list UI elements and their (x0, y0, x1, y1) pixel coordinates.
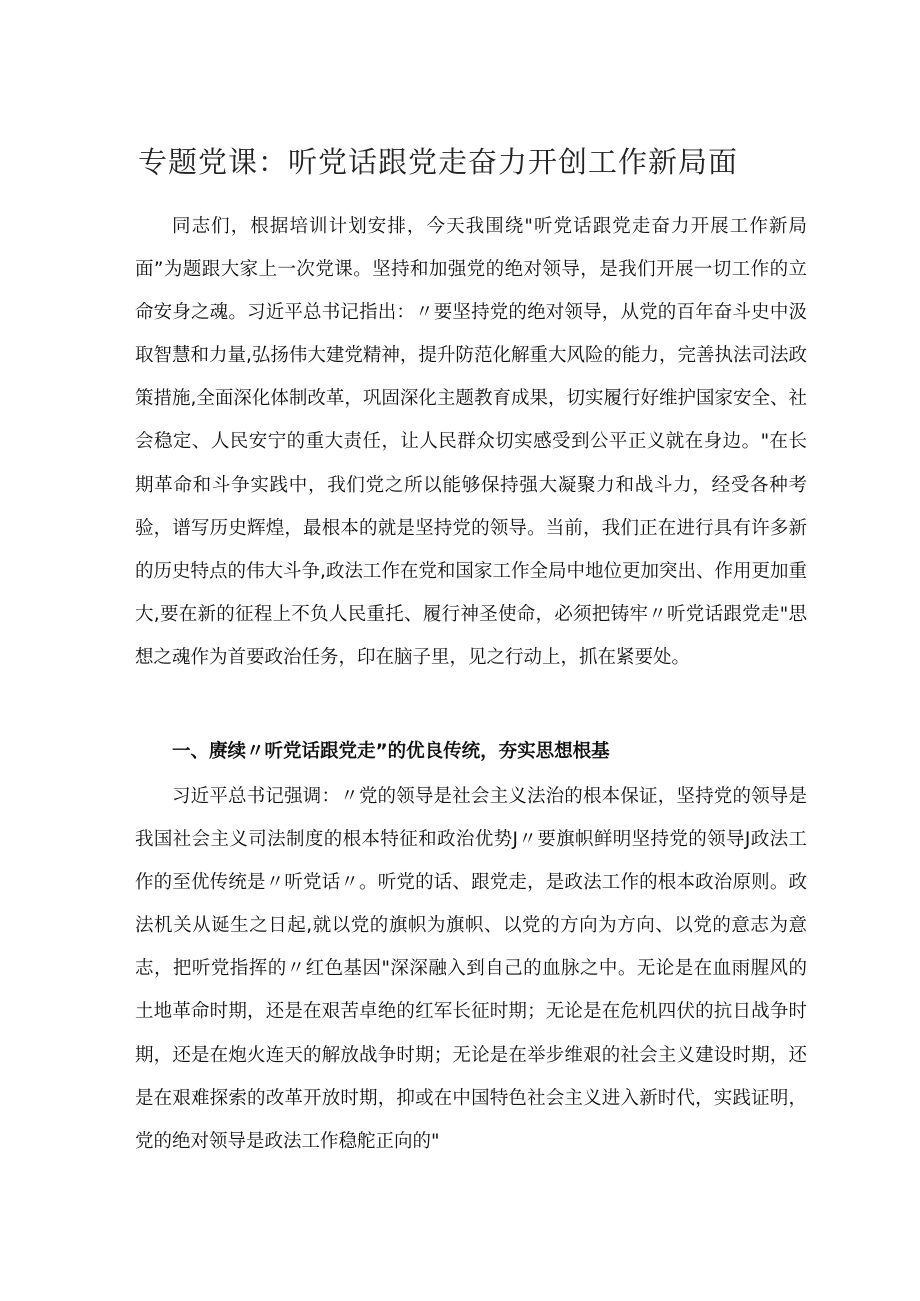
section-heading: 一、赓续〃听党话跟党走”的优良传统，夯实思想根基 (172, 741, 610, 762)
section-paragraph: 习近平总书记强调：〃党的领导是社会主义法治的根本保证，坚持党的领导是我国社会主义司法制度的根本特征和政治优势J〃要旗帜鲜明坚持党的领导J政法工作的至优传统是〃听党话〃。听党的话、跟党走，是政法工作的根本政治原则。政法机关从诞生之日起,就以党的旗帜为旗帜、以党的方向为方向、以党的意志为意志，把听党指挥的〃红色基因"深深融入到自己的血脉之中。无论是在血雨腥风的土地革命时期，还是在艰苦卓绝的红军长征时期；无论是在危机四伏的抗日战争时期，还是在炮火连天的解放战争时期；无论是在举步维艰的社会主义建设时期，还是在艰难探索的改革开放时期，抑或在中国特色社会主义进入新时代，实践证明，党的绝对领导是政法工作稳舵正向的" (135, 786, 807, 1152)
intro-paragraph: 同志们，根据培训计划安排，今天我围绕"听党话跟党走奋力开展工作新局面”为题跟大家上一次党课。坚持和加强党的绝对领导，是我们开展一切工作的立命安身之魂。习近平总书记指出：〃要坚持党的绝对领导，从党的百年奋斗史中汲取智慧和力量,弘扬伟大建党精神，提升防范化解重大风险的能力，完善执法司法政策措施,全面深化体制改革，巩固深化主题教育成果，切实履行好维护国家安全、社会稳定、人民安宁的重大责任，让人民群众切实感受到公平正义就在身边。"在长期革命和斗争实践中，我们党之所以能够保持强大凝聚力和战斗力，经受各种考验，谱写历史辉煌，最根本的就是坚持党的领导。当前，我们正在进行具有许多新的历史特点的伟大斗争,政法工作在党和国家工作全局中地位更加突出、作用更加重大,要在新的征程上不负人民重托、履行神圣使命，必须把铸牢〃听党话跟党走"思想之魂作为首要政治任务，印在脑子里，见之行动上，抓在紧要处。 (135, 216, 807, 668)
document-title: 专题党课：听党话跟党走奋力开创工作新局面 (138, 145, 739, 179)
